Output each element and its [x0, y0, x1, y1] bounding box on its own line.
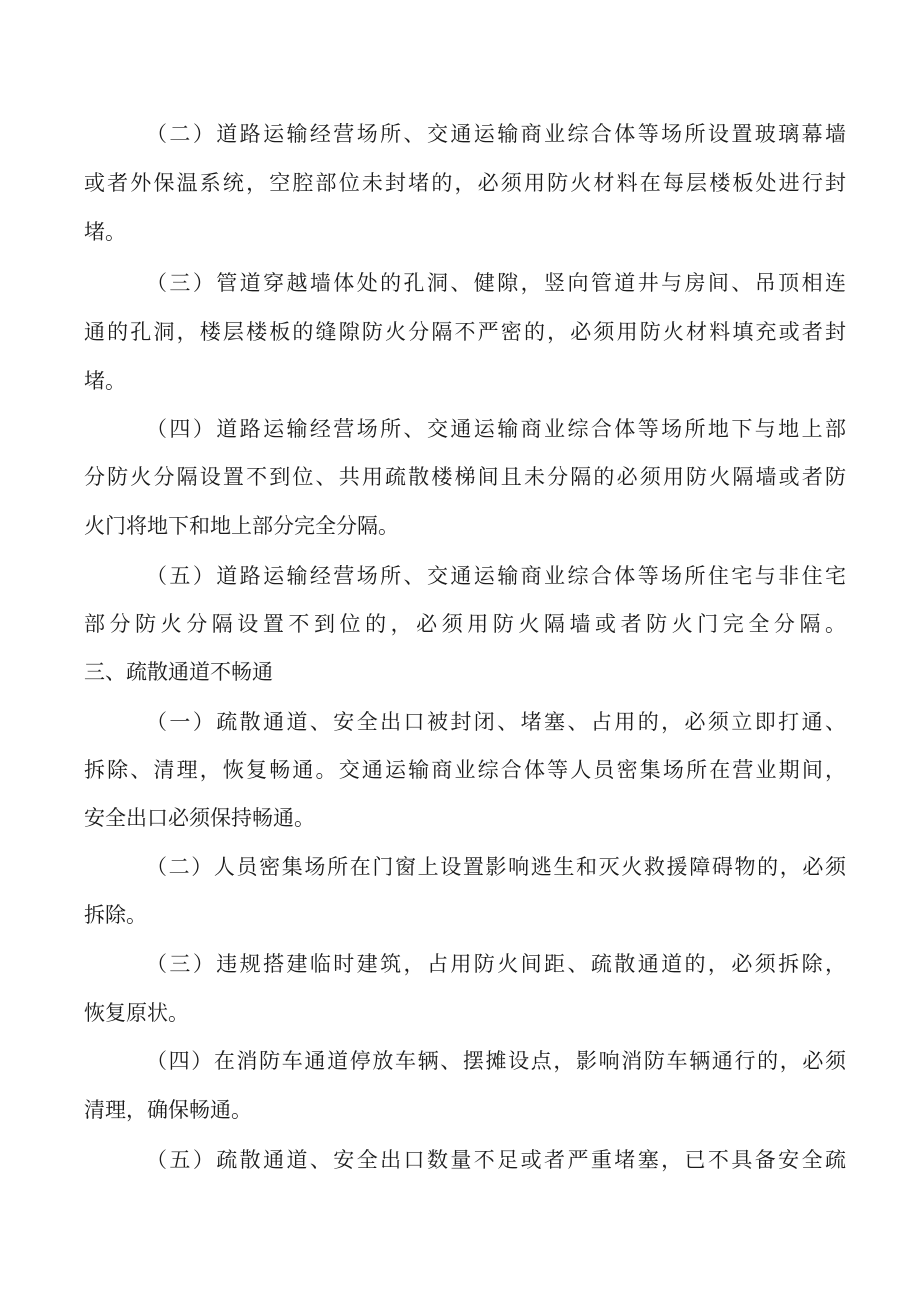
text-line: 通的孔洞，楼层楼板的缝隙防火分隔不严密的，必须用防火材料填充或者封 — [84, 320, 849, 344]
text-line: 分防火分隔设置不到位、共用疏散楼梯间且未分隔的必须用防火隔墙或者防 — [84, 465, 849, 489]
text-line: （三）违规搭建临时建筑，占用防火间距、疏散通道的，必须拆除， — [146, 952, 849, 976]
text-line: 恢复原状。 — [84, 1001, 189, 1025]
text-line: 拆除。 — [84, 903, 147, 927]
text-line: （五）疏散通道、安全出口数量不足或者严重堵塞，已不具备安全疏 — [146, 1148, 849, 1172]
text-line: （四）在消防车通道停放车辆、摆摊设点，影响消防车辆通行的，必须 — [146, 1049, 848, 1073]
text-line: 或者外保温系统，空腔部位未封堵的，必须用防火材料在每层楼板处进行封 — [84, 171, 849, 195]
text-line: 堵。 — [84, 369, 126, 393]
text-line: （五）道路运输经营场所、交通运输商业综合体等场所住宅与非住宅 — [146, 564, 849, 588]
text-line: 火门将地下和地上部分完全分隔。 — [84, 514, 399, 538]
text-line: （二）道路运输经营场所、交通运输商业综合体等场所设置玻璃幕墙 — [146, 122, 849, 146]
section-heading: 三、疏散通道不畅通 — [84, 660, 273, 684]
text-line: （一）疏散通道、安全出口被封闭、堵塞、占用的，必须立即打通、 — [146, 710, 849, 734]
text-line: （三）管道穿越墙体处的孔洞、健隙，竖向管道井与房间、吊顶相连 — [146, 271, 849, 295]
text-line: （二）人员密集场所在门窗上设置影响逃生和灭火救援障碍物的，必须 — [146, 855, 848, 879]
text-line: （四）道路运输经营场所、交通运输商业综合体等场所地下与地上部 — [146, 417, 849, 441]
text-line: 清理，确保畅通。 — [84, 1098, 252, 1122]
text-line: 堵。 — [84, 220, 126, 244]
text-line: 部分防火分隔设置不到位的，必须用防火隔墙或者防火门完全分隔。 — [84, 612, 851, 636]
text-line: 拆除、清理，恢复畅通。交通运输商业综合体等人员密集场所在营业期间， — [84, 758, 849, 782]
text-line: 安全出口必须保持畅通。 — [84, 806, 315, 830]
